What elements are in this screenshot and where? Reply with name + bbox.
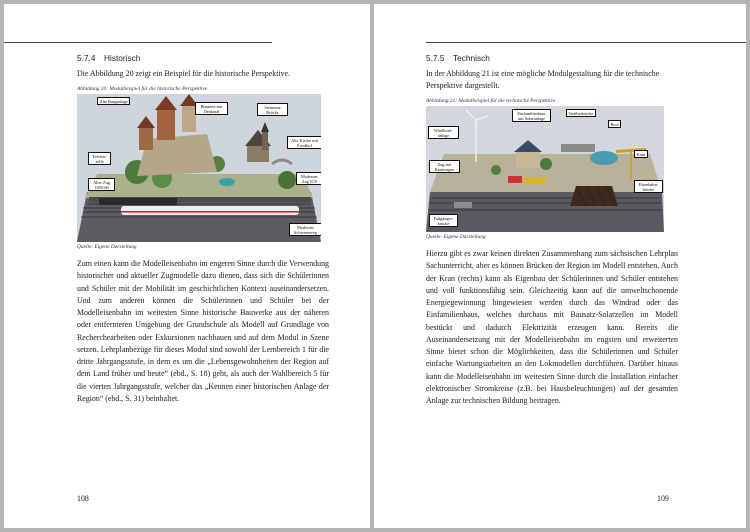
label-zug-kranwagen: Zug mit Kranwagen <box>429 160 460 173</box>
label-fussgaengerbruecke: Fußgänger-brücke <box>429 214 458 227</box>
right-page <box>374 4 746 528</box>
label-boot: Boot <box>608 120 621 128</box>
technical-module-photo <box>426 106 664 232</box>
label-alter-zug: Alter Zug 1850-60 <box>88 178 115 191</box>
label-eisenbahnbruecke: Eisenbahn-brücke <box>634 180 663 193</box>
section-heading <box>77 53 140 63</box>
label-brunnen: Brunnen mit Denkmal <box>195 102 228 115</box>
body-paragraph: Hierzu gibt es zwar keinen direkten Zusammenhang zum sächsischen Lehrplan Sachunterricht, aber es können Brücken der Region im Modell entstehen. Auch der Kran (rechts) kann als Eigenbau der Schülerinnen und Schüler entstehen und voll funktionsfähig sein. Gleichzeitig kann auf die umweltschonende Energiegewinnung hingewiesen werden durch das Windrad oder das Einfamilienhaus, welches durchaus mit Bausatz-Solarzellen im Modell bestückt und dadurch Elektrizität erzeugen kann. Bereits die Auseinandersetzung mit der Modelleisenbahn im engsten und erweiterten Sinne bietet schon die Möglichkeiten, dass die Schülerinnen und Schüler einfache Wartungsarbeiten an den Lokmodellen durchführen. Darüber hinaus kann die Modelleisenbahn im weitesten Sinne durch die Installation einfacher elektronischer Stromkreise (z.B. bei Hausbeleuchtungen) auf der gesamten Anlage zur technischen Bildung beitragen. <box>426 249 678 405</box>
historical-module-photo <box>77 94 321 242</box>
page-number: 108 <box>77 494 89 503</box>
left-page <box>4 4 370 528</box>
intro-text: In der Abbildung 21 ist eine mögliche Modulgestaltung für die technische Perspektive dargestellt. <box>426 69 660 90</box>
header-rule <box>4 42 272 43</box>
section-number: 5.7.5 <box>426 53 445 63</box>
label-moderner-zug: Moderner Zug ICE <box>296 172 321 185</box>
label-moderner-schienenweg: Moderner Schienenweg <box>289 223 321 236</box>
label-steinerne-bruecke: Steinerne Brücke <box>257 103 288 116</box>
figure-caption: Abbildung 21: Modulbeispiel für die technische Perspektive <box>426 98 556 104</box>
label-alte-kirche: Alte Kirche mit Friedhof <box>287 136 321 149</box>
label-strassenbruecke: Straßenbrücke <box>566 109 596 117</box>
historical-module-figure <box>77 94 321 242</box>
section-title: Historisch <box>104 53 141 63</box>
section-number: 5.7.4 <box>77 53 96 63</box>
body-paragraph: Zum einen kann die Modelleisenbahn im engeren Sinne durch die Verwendung historischer und aktueller Zugmodelle dazu dienen, dass sich die Schülerinnen und Schüler mit der Mobilität im geschichtlichen Kontext auseinandersetzen. Und zum anderen können die Schülerinnen und Schüler bei der Modelleisenbahn im weitesten Sinne historische Bauwerke aus der näheren oder entfernteren Umgebung der Grundschule als Modell auf Grundlage von Recherchearbeiten oder Exkursionen nachbauen und auf dem Modul in Szene setzen. Lehrplanbezüge für dieses Modul sind sowohl der Lernbereich 1 für die dritte Jahrgangsstufe, in dem es um die „Lebensgewohnheiten der Region auf dem Land früher und heute“ (ebd., S. 18) geht, als auch der Wahlbereich 5 für die vierten Jahrgangsstufe, welcher das „Kennen einer historischen Anlage der Region“ (ebd., S. 31) beinhaltet. <box>77 259 329 403</box>
figure-source: Quelle: Eigene Darstellung <box>426 234 486 240</box>
label-einfamilienhaus: Einfamilienhaus mit Solaranlage <box>512 109 551 122</box>
label-kran: Kran <box>634 150 648 158</box>
body-text <box>426 248 678 407</box>
label-telefonzelle: Telefon-zelle <box>88 152 111 165</box>
figure-source: Quelle: Eigene Darstellung <box>77 244 137 250</box>
figure-caption: Abbildung 20: Modulbeispiel für die historische Perspektive <box>77 86 208 92</box>
page-number: 109 <box>657 494 669 503</box>
intro-text: Die Abbildung 20 zeigt ein Beispiel für die historische Perspektive. <box>77 69 291 78</box>
section-heading <box>426 53 490 63</box>
label-windkraftanlage: Windkraft-anlage <box>428 126 459 139</box>
label-alte-burganlage: Alte Burganlage <box>97 97 130 105</box>
section-title: Technisch <box>453 53 490 63</box>
body-text <box>77 258 329 405</box>
header-rule <box>426 42 746 43</box>
technical-module-figure <box>426 106 664 232</box>
